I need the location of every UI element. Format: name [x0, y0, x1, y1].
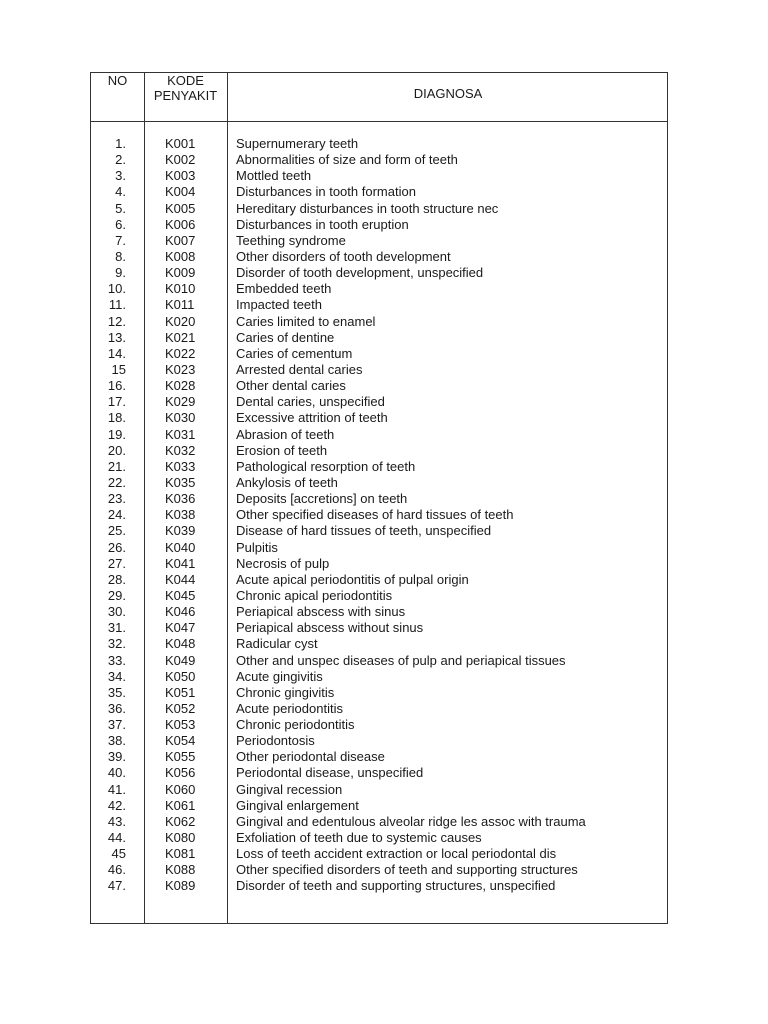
table-row: [91, 410, 667, 426]
table-row: [91, 701, 667, 717]
disease-code: K040: [165, 539, 196, 555]
diagnosis-text: Gingival enlargement: [236, 797, 359, 813]
row-number: 21.: [107, 458, 126, 474]
diagnosis-text: Excessive attrition of teeth: [236, 410, 388, 426]
diagnosis-text: Acute periodontitis: [236, 700, 343, 716]
table-row: [91, 394, 667, 410]
row-number: 47.: [107, 878, 126, 894]
diagnosis-text: Dental caries, unspecified: [236, 394, 385, 410]
disease-code: K054: [165, 733, 196, 749]
table-row: [91, 636, 667, 652]
row-number: 17.: [107, 394, 126, 410]
disease-code: K022: [165, 345, 196, 361]
disease-code: K055: [165, 749, 196, 765]
table-row: [91, 265, 667, 281]
row-number: 36.: [107, 700, 126, 716]
diagnosis-text: Disturbances in tooth formation: [236, 184, 416, 200]
table-row: [91, 523, 667, 539]
table-row: [91, 427, 667, 443]
disease-code: K010: [165, 281, 196, 297]
disease-code: K051: [165, 684, 196, 700]
disease-code: K031: [165, 426, 196, 442]
table-row: [91, 782, 667, 798]
diagnosis-text: Chronic periodontitis: [236, 717, 355, 733]
diagnosis-text: Chronic gingivitis: [236, 684, 335, 700]
row-number: 16.: [107, 378, 126, 394]
disease-code: K045: [165, 587, 196, 603]
table-row: [91, 378, 667, 394]
row-number: 14.: [107, 345, 126, 361]
table-row: [91, 798, 667, 814]
diagnosis-text: Disturbances in tooth eruption: [236, 216, 409, 232]
row-number: 41.: [107, 781, 126, 797]
diagnosis-text: Chronic apical periodontitis: [236, 587, 393, 603]
table-row: [91, 314, 667, 330]
table-row: [91, 685, 667, 701]
table-row: [91, 459, 667, 475]
table-row: [91, 201, 667, 217]
disease-code: K089: [165, 878, 196, 894]
row-number: 1.: [115, 136, 126, 151]
row-number: 15: [111, 361, 126, 377]
diagnosis-text: Erosion of teeth: [236, 442, 328, 458]
table-row: [91, 878, 667, 894]
row-number: 7.: [115, 232, 126, 248]
disease-code: K020: [165, 313, 196, 329]
disease-code: K088: [165, 862, 196, 878]
disease-code: K023: [165, 361, 196, 377]
disease-code: K061: [165, 797, 196, 813]
disease-code: K033: [165, 458, 196, 474]
table-row: [91, 862, 667, 878]
row-number: 26.: [107, 539, 126, 555]
diagnosis-text: Disorder of tooth development, unspecified: [236, 265, 484, 281]
table-row: [91, 281, 667, 297]
diagnosis-text: Radicular cyst: [236, 636, 318, 652]
row-number: 35.: [107, 684, 126, 700]
row-number: 8.: [115, 248, 126, 264]
row-number: 38.: [107, 733, 126, 749]
table-row: [91, 653, 667, 669]
table-row: [91, 475, 667, 491]
disease-code: K049: [165, 652, 196, 668]
table-row: [91, 572, 667, 588]
table-row: [91, 830, 667, 846]
table-row: [91, 765, 667, 781]
row-number: 29.: [107, 587, 126, 603]
table-row: [91, 669, 667, 685]
row-number: 4.: [115, 184, 126, 200]
table-row: [91, 297, 667, 313]
table-row: [91, 749, 667, 765]
table-row: [91, 330, 667, 346]
row-number: 11.: [108, 297, 126, 313]
table-row: [91, 814, 667, 830]
table-row: [91, 233, 667, 249]
table-row: [91, 491, 667, 507]
row-number: 25.: [107, 523, 126, 539]
diagnosis-text: Mottled teeth: [236, 168, 312, 184]
diagnosis-text: Disease of hard tissues of teeth, unspecified: [236, 523, 492, 539]
diagnosis-text: Disorder of teeth and supporting structures, unspecified: [236, 878, 556, 894]
header-kode-line1: KODE: [167, 73, 204, 88]
table-row: [91, 168, 667, 184]
diagnosis-text: Pathological resorption of teeth: [236, 458, 416, 474]
row-number: 46.: [107, 862, 126, 878]
table-row: [91, 346, 667, 362]
diagnosis-text: Acute apical periodontitis of pulpal origin: [236, 571, 469, 587]
row-number: 9.: [115, 265, 126, 281]
diagnosis-text: Other periodontal disease: [236, 749, 385, 765]
disease-code: K030: [165, 410, 196, 426]
row-number: 24.: [107, 507, 126, 523]
diagnosis-text: Periodontosis: [236, 733, 315, 749]
table-row: [91, 556, 667, 572]
disease-code: K005: [165, 200, 196, 216]
disease-code: K044: [165, 571, 196, 587]
disease-code: K002: [165, 152, 196, 168]
row-number: 33.: [107, 652, 126, 668]
table-row: [91, 540, 667, 556]
row-number: 19.: [107, 426, 126, 442]
diagnosis-text: Teething syndrome: [236, 232, 346, 248]
diagnosis-text: Arrested dental caries: [236, 361, 363, 377]
diagnosis-text: Other dental caries: [236, 378, 346, 394]
diagnosis-code-table: [90, 72, 668, 924]
disease-code: K001: [165, 136, 196, 151]
row-number: 18.: [107, 410, 126, 426]
disease-code: K003: [165, 168, 196, 184]
table-row: [91, 507, 667, 523]
row-number: 10.: [107, 281, 126, 297]
table-row: [91, 362, 667, 378]
row-number: 30.: [107, 604, 126, 620]
diagnosis-text: Gingival and edentulous alveolar ridge les assoc with trauma: [236, 813, 586, 829]
header-divider: [91, 121, 667, 122]
row-number: 37.: [107, 717, 126, 733]
diagnosis-text: Gingival recession: [236, 781, 343, 797]
row-number: 3.: [115, 168, 126, 184]
diagnosis-text: Periapical abscess without sinus: [236, 620, 424, 636]
disease-code: K006: [165, 216, 196, 232]
row-number: 43.: [107, 813, 126, 829]
disease-code: K080: [165, 830, 196, 846]
diagnosis-text: Caries of cementum: [236, 345, 353, 361]
disease-code: K032: [165, 442, 196, 458]
table-row: [91, 443, 667, 459]
disease-code: K028: [165, 378, 196, 394]
table-row: [91, 152, 667, 168]
row-number: 28.: [107, 571, 126, 587]
diagnosis-text: Hereditary disturbances in tooth structure nec: [236, 200, 499, 216]
header-kode-line2: PENYAKIT: [153, 88, 218, 103]
diagnosis-text: Ankylosis of teeth: [236, 474, 338, 490]
diagnosis-text: Abrasion of teeth: [236, 426, 335, 442]
row-number: 44.: [107, 830, 126, 846]
disease-code: K009: [165, 265, 196, 281]
table-row: [91, 620, 667, 636]
diagnosis-text: Abnormalities of size and form of teeth: [236, 152, 458, 168]
row-number: 12.: [107, 313, 126, 329]
diagnosis-text: Other disorders of tooth development: [236, 248, 451, 264]
disease-code: K021: [165, 329, 196, 345]
disease-code: K029: [165, 394, 196, 410]
table-row: [91, 846, 667, 862]
table-row: [91, 184, 667, 200]
row-number: 2.: [115, 152, 126, 168]
row-number: 42.: [107, 797, 126, 813]
disease-code: K062: [165, 813, 196, 829]
diagnosis-text: Pulpitis: [236, 539, 278, 555]
disease-code: K053: [165, 717, 196, 733]
disease-code: K036: [165, 491, 196, 507]
diagnosis-text: Caries limited to enamel: [236, 313, 376, 329]
diagnosis-text: Loss of teeth accident extraction or local periodontal dis: [236, 846, 557, 862]
row-number: 31.: [107, 620, 126, 636]
table-body: [91, 136, 667, 895]
disease-code: K052: [165, 700, 196, 716]
disease-code: K050: [165, 668, 196, 684]
diagnosis-text: Deposits [accretions] on teeth: [236, 491, 408, 507]
row-number: 40.: [107, 765, 126, 781]
table-row: [91, 604, 667, 620]
diagnosis-text: Supernumerary teeth: [236, 136, 359, 151]
disease-code: K081: [165, 846, 196, 862]
diagnosis-text: Exfoliation of teeth due to systemic causes: [236, 830, 482, 846]
header-kode-penyakit: [144, 73, 227, 103]
disease-code: K004: [165, 184, 196, 200]
row-number: 13.: [107, 329, 126, 345]
disease-code: K007: [165, 232, 196, 248]
diagnosis-text: Impacted teeth: [236, 297, 322, 313]
row-number: 5.: [115, 200, 126, 216]
disease-code: K046: [165, 604, 196, 620]
diagnosis-text: Other specified diseases of hard tissues of teeth: [236, 507, 514, 523]
diagnosis-text: Embedded teeth: [236, 281, 332, 297]
disease-code: K038: [165, 507, 196, 523]
row-number: 20.: [107, 442, 126, 458]
disease-code: K008: [165, 248, 196, 264]
diagnosis-text: Acute gingivitis: [236, 668, 323, 684]
diagnosis-text: Periapical abscess with sinus: [236, 604, 406, 620]
disease-code: K011: [165, 297, 195, 313]
row-number: 6.: [115, 216, 126, 232]
diagnosis-text: Caries of dentine: [236, 329, 335, 345]
table-row: [91, 217, 667, 233]
header-diagnosa: DIAGNOSA: [413, 86, 483, 101]
row-number: 45: [111, 846, 126, 862]
diagnosis-text: Other and unspec diseases of pulp and periapical tissues: [236, 652, 566, 668]
table-row: [91, 249, 667, 265]
table-row: [91, 733, 667, 749]
disease-code: K041: [165, 555, 196, 571]
diagnosis-text: Necrosis of pulp: [236, 555, 330, 571]
disease-code: K035: [165, 474, 196, 490]
row-number: 27.: [107, 555, 126, 571]
disease-code: K039: [165, 523, 196, 539]
table-row: [91, 136, 667, 152]
row-number: 39.: [107, 749, 126, 765]
row-number: 34.: [107, 668, 126, 684]
header-no: NO: [107, 73, 128, 88]
row-number: 22.: [107, 474, 126, 490]
table-row: [91, 588, 667, 604]
diagnosis-text: Periodontal disease, unspecified: [236, 765, 424, 781]
diagnosis-text: Other specified disorders of teeth and supporting structures: [236, 862, 578, 878]
row-number: 32.: [107, 636, 126, 652]
disease-code: K047: [165, 620, 196, 636]
disease-code: K048: [165, 636, 196, 652]
disease-code: K060: [165, 781, 196, 797]
disease-code: K056: [165, 765, 196, 781]
row-number: 23.: [107, 491, 126, 507]
table-row: [91, 717, 667, 733]
